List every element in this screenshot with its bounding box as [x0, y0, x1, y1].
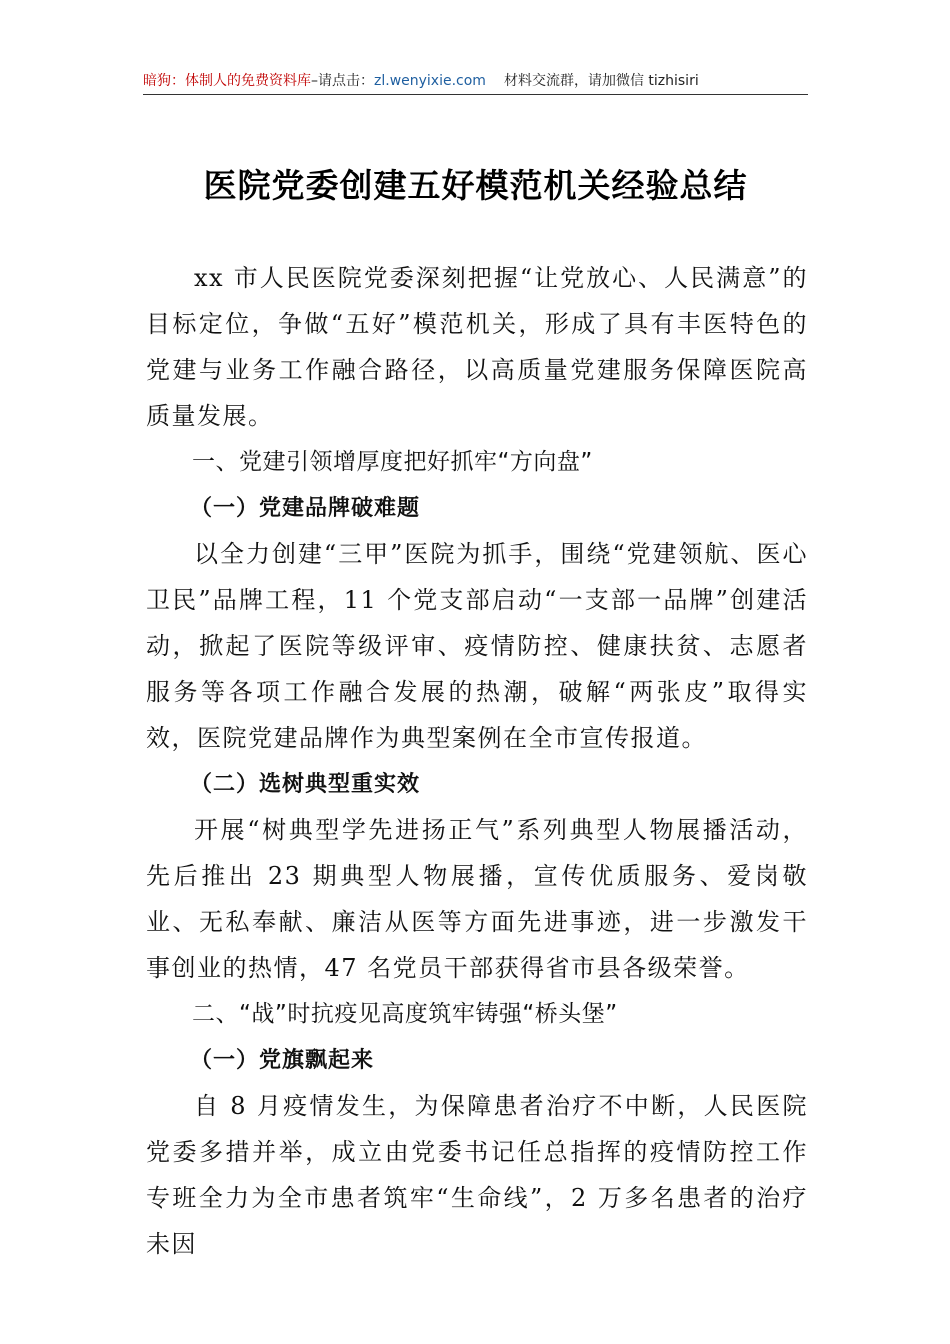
paragraph-2-1: 自 8 月疫情发生，为保障患者治疗不中断，人民医院党委多措并举，成立由党委书记任总指挥的疫情防控工作专班全力为全市患者筑牢“生命线”，2 万多名患者的治疗未因 [146, 1092, 808, 1258]
section-heading-2: 二、“战”时抗疫见高度筑牢铸强“桥头堡” [192, 1001, 618, 1027]
page-header [143, 70, 808, 94]
intro-paragraph: xx 市人民医院党委深刻把握“让党放心、人民满意”的目标定位，争做“五好”模范机关，形成了具有丰医特色的党建与业务工作融合路径，以高质量党建服务保障医院高质量发展。 [146, 264, 808, 430]
subsection-heading-1-1: （一）党建品牌破难题 [190, 495, 421, 521]
document-title: 医院党委创建五好模范机关经验总结 [203, 166, 748, 205]
header-contact: 材料交流群，请加微信 tizhisiri [503, 73, 699, 89]
header-brand: 暗狗：体制人的免费资料库 [143, 73, 311, 89]
paragraph-1-1: 以全力创建“三甲”医院为抓手，围绕“党建领航、医心卫民”品牌工程，11 个党支部启动“一支部一品牌”创建活动，掀起了医院等级评审、疫情防控、健康扶贫、志愿者服务等各项工作融合发展的热潮，破解“两张皮”取得实效，医院党建品牌作为典型案例在全市宣传报道。 [146, 540, 808, 752]
subsection-heading-1-2: （二）选树典型重实效 [190, 771, 421, 797]
subsection-heading-2-1: （一）党旗飘起来 [190, 1047, 375, 1073]
header-divider [143, 94, 808, 95]
header-link[interactable]: zl.wenyixie.com [374, 73, 486, 89]
paragraph-1-2: 开展“树典型学先进扬正气”系列典型人物展播活动，先后推出 23 期典型人物展播，宣传优质服务、爱岗敬业、无私奉献、廉洁从医等方面先进事迹，进一步激发干事创业的热情，47 名党员干部获得省市县各级荣誉。 [146, 816, 808, 982]
header-prompt: –请点击： [311, 73, 374, 89]
section-heading-1: 一、党建引领增厚度把好抓牢“方向盘” [192, 449, 593, 475]
document-body [146, 255, 808, 1267]
